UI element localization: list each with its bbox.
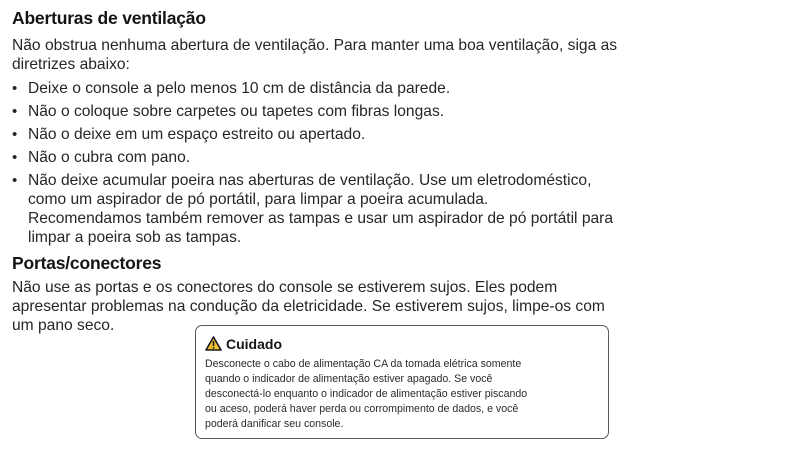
ports-body-line-2: apresentar problemas na condução da eletricidade. Se estiverem sujos, limpe-os com [12, 298, 605, 315]
bullet-text-line-3: Recomendamos também remover as tampas e usar um aspirador de pó portátil para [28, 210, 614, 227]
caution-text-line-3: desconectá-lo enquanto o indicador de alimentação estiver piscando [205, 388, 528, 400]
bullet-text: Não o cubra com pano. [28, 149, 191, 166]
caution-text-line-2: quando o indicador de alimentação estiver apagado. Se você [205, 373, 493, 385]
bullet-dot: • [12, 103, 18, 120]
bullet-text: Deixe o console a pelo menos 10 cm de distância da parede. [28, 80, 451, 97]
bullet-text-line-2: como um aspirador de pó portátil, para limpar a poeira acumulada. [28, 191, 489, 208]
bullet-dot: • [12, 172, 18, 189]
caution-title: Cuidado [226, 336, 282, 352]
ventilation-intro-line-2: diretrizes abaixo: [12, 56, 130, 73]
ventilation-heading: Aberturas de ventilação [12, 8, 206, 28]
bullet-dot: • [12, 126, 18, 143]
caution-text-line-5: poderá danificar seu console. [205, 418, 344, 430]
bullet-text: Não o coloque sobre carpetes ou tapetes com fibras longas. [28, 103, 445, 120]
bullet-dot: • [12, 80, 18, 97]
caution-box [195, 325, 609, 439]
warning-triangle-icon [205, 336, 222, 351]
ports-heading: Portas/conectores [12, 253, 162, 273]
bullet-text-line-1: Não deixe acumular poeira nas aberturas de ventilação. Use um eletrodoméstico, [28, 172, 592, 189]
ports-body-line-1: Não use as portas e os conectores do console se estiverem sujos. Eles podem [12, 279, 558, 296]
caution-text-line-4: ou aceso, poderá haver perda ou corrompimento de dados, e você [205, 403, 519, 415]
bullet-text-line-4: limpar a poeira sob as tampas. [28, 229, 242, 246]
bullet-text: Não o deixe em um espaço estreito ou apertado. [28, 126, 366, 143]
ventilation-intro-line-1: Não obstrua nenhuma abertura de ventilação. Para manter uma boa ventilação, siga as [12, 37, 618, 54]
caution-text-line-1: Desconecte o cabo de alimentação CA da tomada elétrica somente [205, 358, 522, 370]
bullet-dot: • [12, 149, 18, 166]
ports-body-line-3: um pano seco. [12, 317, 115, 334]
